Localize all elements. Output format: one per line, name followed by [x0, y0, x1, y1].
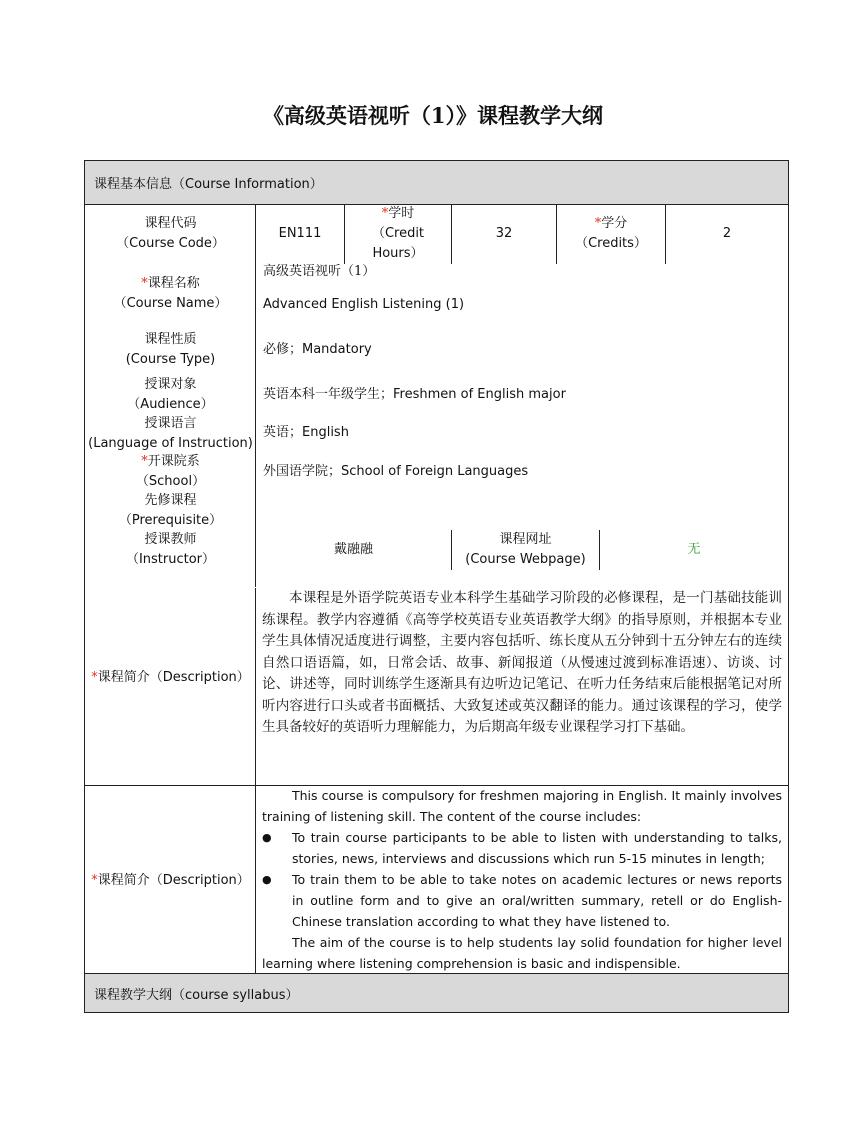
prerequisite-label: 先修课程 （Prerequisite） — [118, 493, 223, 528]
course-name-label: *课程名称 （Course Name） — [113, 276, 228, 311]
description-cn-text: 本课程是外语学院英语专业本科学生基础学习阶段的必修课程，是一门基础技能训练课程。教学内容遵循《高等学校英语专业英语教学大纲》的指导原则，并根据本专业学生具体情况适度进行调整，主要内容包括听、练长度从五分钟到十五分钟左右的连续自然口语语篇，如，日常会话、故事、新闻报道（从慢速过渡到标准语速）、访谈、讨论、讲述等，同时训练学生逐渐具有边听边记笔记、在听力任务结束后能根据笔记对所听内容进行口头或者书面概括、大致复述或英汉翻译的能力。通过该课程的学习，使学生具备较好的英语听力理解能力，为后期高年级专业课程学习打下基础。 — [262, 590, 782, 735]
course-type-label: 课程性质 (Course Type) — [125, 332, 216, 367]
instructor-value: 戴融融 — [333, 542, 373, 557]
credit-hours-value: 32 — [495, 226, 513, 241]
course-code-value: EN111 — [278, 226, 322, 241]
course-webpage-value: 无 — [687, 542, 701, 557]
credits-label: *学分 （Credits） — [575, 216, 647, 251]
section-course-information: 课程基本信息（Course Information） — [85, 161, 788, 204]
course-type-value: 必修；Mandatory — [263, 342, 372, 357]
bullet-text: To train them to be able to take notes on academic lectures or news reports in outline form and to give an oral/written summary, retell or do English-Chinese translation according to what they have listened to. — [292, 872, 782, 929]
credits-value: 2 — [722, 226, 732, 241]
label-column-divider — [255, 204, 256, 973]
language-label: 授课语言 (Language of Instruction) — [88, 416, 253, 451]
description-en-intro: This course is compulsory for freshmen majoring in English. It mainly involves training of listening skill. The content of the course includes: — [262, 788, 782, 824]
audience-label: 授课对象 （Audience） — [127, 377, 214, 412]
description-en-block — [262, 785, 782, 974]
course-webpage-label: 课程网址 (Course Webpage) — [465, 532, 586, 567]
course-name-cn: 高级英语视听（1） — [263, 264, 376, 279]
description-en-label: *课程简介（Description） — [91, 873, 250, 888]
credit-hours-label: *学时 （Credit Hours） — [371, 206, 425, 261]
course-name-en: Advanced English Listening (1) — [263, 297, 465, 312]
language-value: 英语；English — [263, 425, 349, 440]
bullet-icon: ● — [262, 831, 272, 844]
list-item — [262, 869, 782, 932]
description-cn-label: *课程简介（Description） — [91, 670, 250, 685]
audience-value: 英语本科一年级学生；Freshmen of English major — [263, 387, 566, 402]
document-title: 《高级英语视听（1）》课程教学大纲 — [262, 103, 604, 128]
list-item — [262, 827, 782, 869]
school-value: 外国语学院；School of Foreign Languages — [263, 464, 529, 479]
instructor-label: 授课教师 （Instructor） — [125, 532, 216, 567]
school-label: *开课院系 （School） — [135, 454, 206, 489]
bullet-text: To train course participants to be able to listen with understanding to talks, stories, news, interviews and discussions which run 5-15 minutes in length; — [292, 830, 782, 866]
description-en-closing: The aim of the course is to help students lay solid foundation for higher level learning where listening comprehension is basic and indispensible. — [262, 935, 782, 971]
bullet-icon: ● — [262, 873, 272, 886]
section-course-syllabus: 课程教学大纲（course syllabus） — [85, 974, 788, 1012]
course-code-label: 课程代码 （Course Code） — [116, 216, 225, 251]
